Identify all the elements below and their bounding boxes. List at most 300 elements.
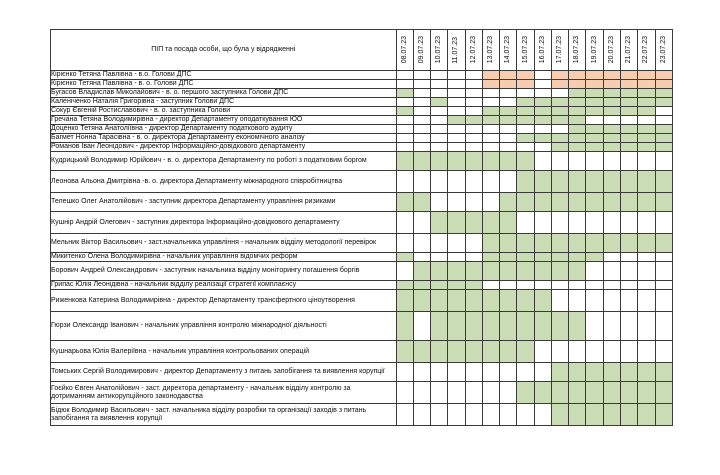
day-cell-marked [638, 234, 655, 253]
day-cell-empty [569, 152, 586, 171]
day-cell-empty [396, 363, 413, 382]
date-column-header [638, 30, 655, 71]
day-cell-marked [500, 253, 517, 262]
day-cell-empty [534, 143, 551, 152]
day-cell-marked [448, 212, 465, 234]
day-cell-empty [482, 125, 499, 134]
day-cell-empty [551, 290, 568, 312]
day-cell-marked [551, 363, 568, 382]
day-cell-empty [621, 341, 638, 363]
day-cell-empty [431, 143, 448, 152]
day-cell-marked [465, 312, 482, 341]
table-row [51, 404, 673, 426]
day-cell-empty [655, 107, 672, 116]
day-cell-marked [621, 404, 638, 426]
day-cell-marked [655, 234, 672, 253]
day-cell-marked [448, 281, 465, 290]
day-cell-empty [482, 89, 499, 98]
day-cell-marked [517, 107, 534, 116]
day-cell-marked [621, 171, 638, 193]
day-cell-marked [551, 116, 568, 125]
day-cell-marked [551, 193, 568, 212]
person-name-position: Леонова Альона Дмитрівна -в. о. директора Департаменту міжнародного співробітництва [51, 171, 397, 193]
day-cell-empty [413, 143, 430, 152]
day-cell-marked [569, 234, 586, 253]
table-row [51, 212, 673, 234]
day-cell-empty [534, 212, 551, 234]
day-cell-empty [500, 143, 517, 152]
day-cell-marked [534, 262, 551, 281]
day-cell-marked [569, 98, 586, 107]
person-name-position: Гречана Тетяна Володимирівна - директор Департаменту оподаткування ЮО [51, 116, 397, 125]
day-cell-marked [517, 98, 534, 107]
day-cell-empty [413, 98, 430, 107]
person-name-position: Риженкова Катерина Володимирівна - директор Департаменту трансфертного ціноутворення [51, 290, 397, 312]
day-cell-empty [534, 281, 551, 290]
person-name-position: Гоєйко Євген Анатолійович - заст. директора департаменту - начальник відділу контролю за дотриманням антикорупційного законодавства [51, 382, 397, 404]
day-cell-empty [621, 212, 638, 234]
day-cell-marked [569, 134, 586, 143]
day-cell-marked [413, 193, 430, 212]
date-label: 20.07.23 [607, 36, 615, 64]
day-cell-empty [638, 262, 655, 281]
day-cell-marked [396, 281, 413, 290]
day-cell-marked [603, 193, 620, 212]
date-column-header [517, 30, 534, 71]
day-cell-empty [500, 89, 517, 98]
day-cell-empty [517, 404, 534, 426]
day-cell-empty [413, 71, 430, 80]
date-column-header [448, 30, 465, 71]
day-cell-marked [396, 107, 413, 116]
day-cell-empty [603, 262, 620, 281]
date-column-header [569, 30, 586, 71]
table-row [51, 363, 673, 382]
day-cell-empty [517, 125, 534, 134]
day-cell-marked [431, 262, 448, 281]
day-cell-marked [586, 171, 603, 193]
day-cell-empty [482, 281, 499, 290]
day-cell-empty [482, 404, 499, 426]
day-cell-marked [638, 143, 655, 152]
day-cell-marked [603, 171, 620, 193]
day-cell-marked [517, 290, 534, 312]
day-cell-empty [621, 262, 638, 281]
day-cell-marked [638, 71, 655, 80]
day-cell-marked [500, 152, 517, 171]
day-cell-marked [551, 80, 568, 89]
day-cell-empty [465, 193, 482, 212]
day-cell-marked [551, 98, 568, 107]
person-name-position: Бугасов Владислав Миколайович - в. о. першого заступника Голови ДПС [51, 89, 397, 98]
table-row [51, 80, 673, 89]
day-cell-marked [603, 382, 620, 404]
day-cell-marked [500, 262, 517, 281]
date-column-header [500, 30, 517, 71]
name-column-header: ПІП та посада особи, що була у відрядженні [51, 30, 397, 71]
table-row [51, 253, 673, 262]
day-cell-marked [517, 171, 534, 193]
day-cell-empty [431, 71, 448, 80]
day-cell-empty [482, 193, 499, 212]
day-cell-marked [482, 253, 499, 262]
day-cell-marked [500, 341, 517, 363]
day-cell-marked [586, 193, 603, 212]
date-label: 16.07.23 [538, 36, 546, 64]
day-cell-marked [569, 382, 586, 404]
table-row [51, 193, 673, 212]
day-cell-marked [621, 193, 638, 212]
date-column-header [396, 30, 413, 71]
day-cell-marked [413, 262, 430, 281]
day-cell-marked [431, 281, 448, 290]
day-cell-marked [517, 341, 534, 363]
day-cell-empty [448, 80, 465, 89]
day-cell-marked [465, 212, 482, 234]
day-cell-empty [655, 262, 672, 281]
day-cell-marked [534, 171, 551, 193]
day-cell-marked [551, 234, 568, 253]
day-cell-marked [517, 312, 534, 341]
person-name-position: Багмет Нонна Тарасівна - в. о. директора Департаменту економічного аналізу [51, 134, 397, 143]
day-cell-empty [534, 125, 551, 134]
day-cell-empty [603, 152, 620, 171]
day-cell-marked [603, 71, 620, 80]
day-cell-marked [586, 253, 603, 262]
day-cell-marked [482, 312, 499, 341]
person-name-position: Сокур Євгеній Ростиславович - в. о. заступника Голови [51, 107, 397, 116]
table-row [51, 234, 673, 253]
day-cell-marked [621, 89, 638, 98]
day-cell-marked [655, 193, 672, 212]
day-cell-empty [621, 281, 638, 290]
day-cell-empty [638, 290, 655, 312]
day-cell-marked [655, 404, 672, 426]
day-cell-empty [621, 116, 638, 125]
day-cell-marked [621, 71, 638, 80]
date-column-header [551, 30, 568, 71]
table-row [51, 71, 673, 80]
day-cell-marked [586, 89, 603, 98]
day-cell-empty [465, 363, 482, 382]
day-cell-marked [431, 312, 448, 341]
day-cell-marked [603, 107, 620, 116]
day-cell-empty [638, 152, 655, 171]
date-column-header [603, 30, 620, 71]
day-cell-marked [638, 404, 655, 426]
date-label: 14.07.23 [504, 36, 512, 64]
table-row [51, 281, 673, 290]
day-cell-marked [534, 312, 551, 341]
day-cell-empty [448, 382, 465, 404]
day-cell-marked [655, 125, 672, 134]
day-cell-marked [569, 143, 586, 152]
day-cell-empty [396, 234, 413, 253]
day-cell-marked [586, 143, 603, 152]
day-cell-empty [655, 212, 672, 234]
day-cell-marked [638, 107, 655, 116]
day-cell-empty [517, 212, 534, 234]
day-cell-marked [448, 290, 465, 312]
day-cell-empty [638, 116, 655, 125]
table-row [51, 171, 673, 193]
day-cell-empty [517, 281, 534, 290]
day-cell-empty [621, 253, 638, 262]
day-cell-marked [621, 98, 638, 107]
date-column-header [655, 30, 672, 71]
day-cell-empty [431, 107, 448, 116]
day-cell-marked [448, 312, 465, 341]
business-trip-schedule-table [50, 29, 673, 426]
day-cell-empty [396, 143, 413, 152]
day-cell-empty [465, 80, 482, 89]
day-cell-empty [586, 212, 603, 234]
day-cell-marked [655, 98, 672, 107]
day-cell-empty [621, 312, 638, 341]
date-column-header [586, 30, 603, 71]
day-cell-marked [655, 71, 672, 80]
day-cell-empty [431, 125, 448, 134]
day-cell-marked [482, 80, 499, 89]
day-cell-marked [482, 262, 499, 281]
day-cell-empty [638, 312, 655, 341]
day-cell-marked [586, 107, 603, 116]
day-cell-marked [500, 234, 517, 253]
day-cell-empty [413, 382, 430, 404]
day-cell-marked [448, 262, 465, 281]
day-cell-empty [431, 234, 448, 253]
day-cell-marked [586, 234, 603, 253]
day-cell-empty [655, 116, 672, 125]
day-cell-marked [638, 193, 655, 212]
day-cell-marked [586, 363, 603, 382]
day-cell-empty [396, 116, 413, 125]
person-name-position: Томських Сергій Володимирович - директор Департаменту з питань запобігання та виявлення корупції [51, 363, 397, 382]
day-cell-marked [603, 404, 620, 426]
day-cell-empty [448, 363, 465, 382]
day-cell-marked [551, 404, 568, 426]
day-cell-empty [638, 253, 655, 262]
day-cell-empty [448, 171, 465, 193]
day-cell-empty [500, 98, 517, 107]
date-label: 08.07.23 [400, 36, 408, 64]
day-cell-marked [551, 262, 568, 281]
day-cell-empty [448, 89, 465, 98]
day-cell-marked [569, 116, 586, 125]
day-cell-marked [534, 107, 551, 116]
day-cell-marked [413, 152, 430, 171]
day-cell-marked [431, 341, 448, 363]
day-cell-empty [482, 134, 499, 143]
day-cell-marked [603, 363, 620, 382]
day-cell-marked [500, 71, 517, 80]
day-cell-marked [534, 382, 551, 404]
table-row [51, 98, 673, 107]
day-cell-empty [465, 134, 482, 143]
day-cell-marked [586, 80, 603, 89]
day-cell-empty [448, 125, 465, 134]
day-cell-empty [431, 404, 448, 426]
day-cell-empty [517, 143, 534, 152]
day-cell-marked [655, 134, 672, 143]
day-cell-marked [638, 125, 655, 134]
day-cell-empty [603, 253, 620, 262]
person-name-position: Кірієнко Тетяна Павлівна - в.о. Голови ДПС [51, 71, 397, 80]
day-cell-marked [534, 234, 551, 253]
day-cell-empty [431, 134, 448, 143]
table-row [51, 107, 673, 116]
date-label: 13.07.23 [487, 36, 494, 64]
day-cell-empty [517, 363, 534, 382]
day-cell-marked [517, 382, 534, 404]
day-cell-marked [551, 71, 568, 80]
table-row [51, 312, 673, 341]
day-cell-marked [603, 98, 620, 107]
day-cell-marked [465, 341, 482, 363]
day-cell-empty [603, 341, 620, 363]
person-name-position: Кудрицький Володимир Юрійович - в. о. директора Департаменту по роботі з податковим боргом [51, 152, 397, 171]
day-cell-marked [448, 341, 465, 363]
date-column-header [534, 30, 551, 71]
day-cell-marked [431, 212, 448, 234]
day-cell-empty [621, 152, 638, 171]
day-cell-empty [396, 98, 413, 107]
day-cell-empty [534, 80, 551, 89]
day-cell-marked [603, 134, 620, 143]
day-cell-marked [465, 281, 482, 290]
day-cell-empty [448, 98, 465, 107]
day-cell-empty [603, 290, 620, 312]
day-cell-empty [396, 262, 413, 281]
day-cell-marked [396, 89, 413, 98]
person-name-position: Романов Іван Леонідович - директор Інформаційно-довідкового департаменту [51, 143, 397, 152]
day-cell-marked [569, 125, 586, 134]
day-cell-marked [621, 134, 638, 143]
day-cell-empty [482, 382, 499, 404]
day-cell-empty [431, 382, 448, 404]
day-cell-marked [551, 143, 568, 152]
day-cell-empty [603, 212, 620, 234]
day-cell-empty [448, 143, 465, 152]
date-label: 18.07.23 [573, 36, 581, 64]
date-label: 11.07.23 [452, 36, 460, 64]
day-cell-marked [603, 125, 620, 134]
day-cell-empty [396, 71, 413, 80]
day-cell-empty [586, 341, 603, 363]
day-cell-empty [551, 152, 568, 171]
day-cell-marked [621, 107, 638, 116]
day-cell-marked [655, 382, 672, 404]
day-cell-marked [396, 290, 413, 312]
day-cell-empty [465, 71, 482, 80]
day-cell-empty [603, 281, 620, 290]
day-cell-marked [569, 193, 586, 212]
day-cell-marked [569, 171, 586, 193]
person-name-position: Кірієнко Тетяна Павлівна - в. о. Голови ДПС [51, 80, 397, 89]
day-cell-marked [482, 290, 499, 312]
table-row [51, 290, 673, 312]
day-cell-marked [569, 71, 586, 80]
day-cell-empty [396, 171, 413, 193]
day-cell-empty [396, 134, 413, 143]
day-cell-marked [638, 134, 655, 143]
day-cell-marked [551, 312, 568, 341]
day-cell-empty [500, 281, 517, 290]
day-cell-empty [465, 98, 482, 107]
day-cell-marked [638, 171, 655, 193]
table-row [51, 341, 673, 363]
day-cell-empty [551, 125, 568, 134]
day-cell-marked [500, 116, 517, 125]
day-cell-empty [413, 312, 430, 341]
date-label: 19.07.23 [590, 36, 598, 64]
date-column-header [621, 30, 638, 71]
date-label: 23.07.23 [659, 36, 667, 64]
day-cell-marked [517, 134, 534, 143]
day-cell-marked [569, 312, 586, 341]
day-cell-empty [586, 262, 603, 281]
day-cell-marked [586, 382, 603, 404]
day-cell-marked [655, 363, 672, 382]
day-cell-marked [655, 171, 672, 193]
day-cell-marked [413, 281, 430, 290]
schedule-body [51, 71, 673, 426]
date-column-header [413, 30, 430, 71]
day-cell-empty [448, 234, 465, 253]
day-cell-marked [569, 89, 586, 98]
day-cell-empty [396, 80, 413, 89]
day-cell-marked [482, 152, 499, 171]
day-cell-marked [448, 152, 465, 171]
day-cell-marked [534, 253, 551, 262]
day-cell-marked [517, 152, 534, 171]
date-label: 09.07.23 [417, 36, 425, 64]
day-cell-empty [396, 125, 413, 134]
day-cell-marked [465, 152, 482, 171]
day-cell-empty [431, 171, 448, 193]
day-cell-empty [431, 116, 448, 125]
day-cell-marked [655, 80, 672, 89]
day-cell-marked [655, 143, 672, 152]
day-cell-empty [465, 253, 482, 262]
day-cell-empty [638, 212, 655, 234]
day-cell-empty [551, 341, 568, 363]
day-cell-empty [431, 363, 448, 382]
day-cell-marked [431, 98, 448, 107]
day-cell-empty [448, 253, 465, 262]
day-cell-marked [431, 152, 448, 171]
day-cell-empty [500, 134, 517, 143]
day-cell-marked [517, 234, 534, 253]
day-cell-empty [569, 341, 586, 363]
day-cell-marked [534, 98, 551, 107]
day-cell-marked [551, 171, 568, 193]
day-cell-empty [413, 212, 430, 234]
day-cell-marked [482, 71, 499, 80]
day-cell-empty [603, 116, 620, 125]
day-cell-empty [448, 193, 465, 212]
day-cell-empty [655, 281, 672, 290]
person-name-position: Кушнарьова Юлія Валеріївна - начальник управління контрольованих операцій [51, 341, 397, 363]
person-name-position: Кушнір Андрій Олегович - заступник директора Інформаційно-довідкового департаменту [51, 212, 397, 234]
day-cell-empty [638, 281, 655, 290]
day-cell-empty [431, 89, 448, 98]
day-cell-empty [655, 253, 672, 262]
date-label: 22.07.23 [642, 36, 650, 64]
table-row [51, 143, 673, 152]
day-cell-marked [655, 89, 672, 98]
day-cell-marked [569, 363, 586, 382]
